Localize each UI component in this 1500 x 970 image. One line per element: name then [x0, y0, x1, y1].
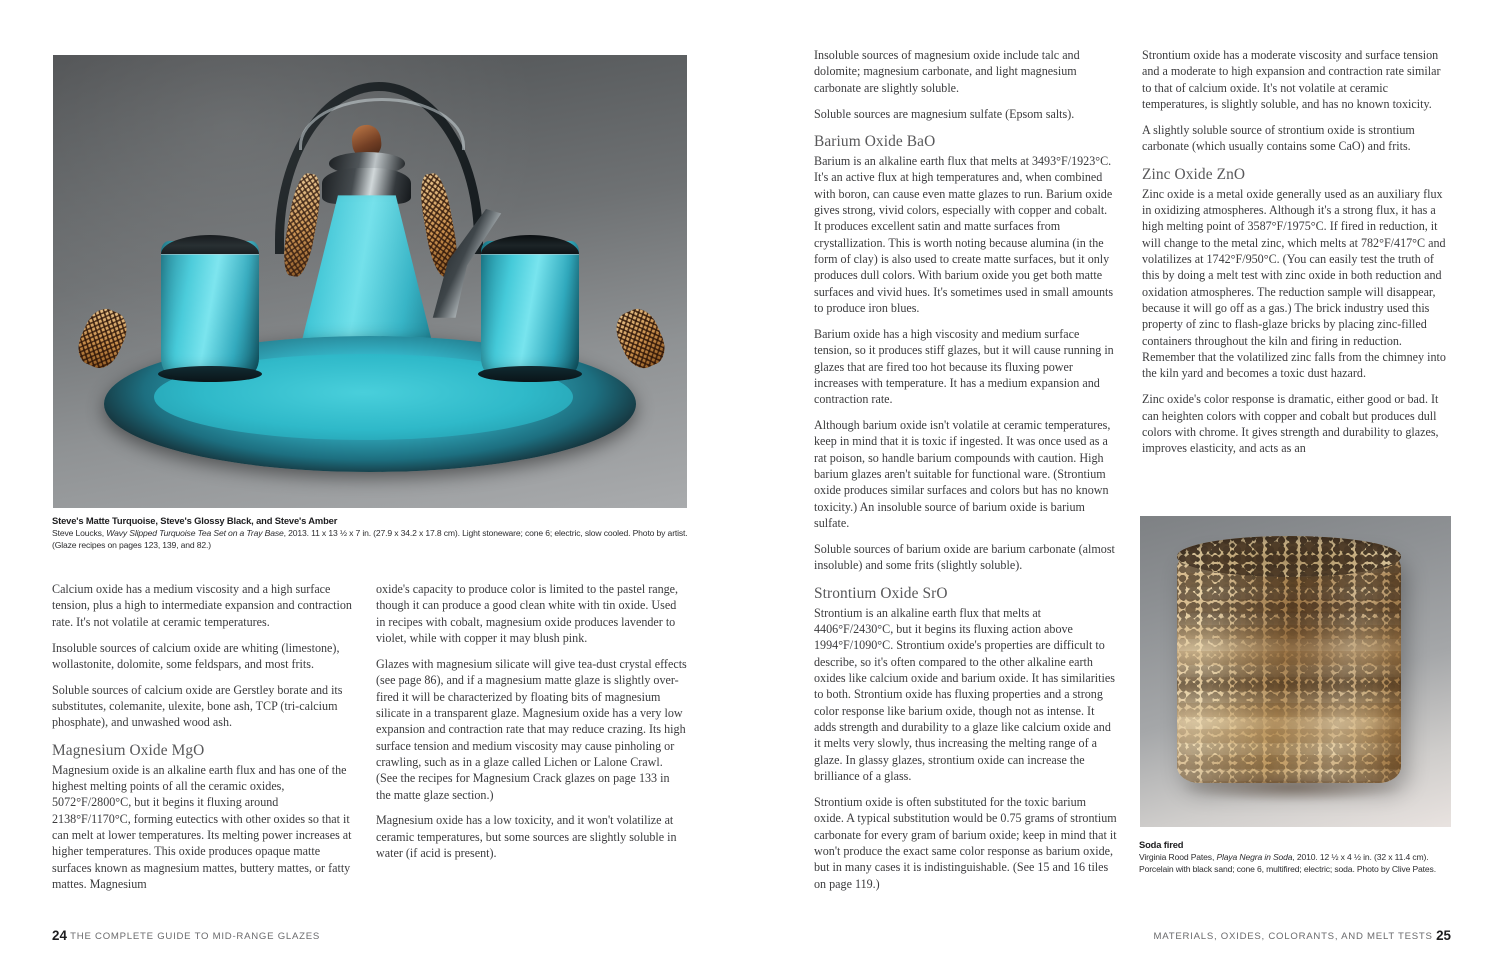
tea-set-illustration: [53, 55, 687, 508]
soda-vessel-illustration: [1140, 516, 1451, 827]
section-heading: Zinc Oxide ZnO: [1142, 165, 1246, 183]
body-paragraph: Strontium oxide has a moderate viscosity and surface tension and a moderate to high expansion and contraction rate similar to that of calcium oxide. It's not volatile at ceramic temperatures, is slightly soluble, and has no known toxicity.: [1142, 48, 1441, 112]
body-paragraph: Although barium oxide isn't volatile at ceramic temperatures, keep in mind that it is toxic if ingested. It was once used as a rat poison, so handle barium compounds with caution. High barium glazes aren't suitable for functional ware. (Strontium oxide produces similar surfaces and colors but has no known toxicity.) An insoluble source of barium oxide is barium sulfate.: [814, 418, 1111, 531]
body-paragraph: Barium oxide has a high viscosity and medium surface tension, so it produces stiff glazes, but it will cause running in glazes that are fired too hot because its fluxing power increases with temperature. It has a medium expansion and contraction rate.: [814, 326, 1114, 407]
body-paragraph: Magnesium oxide is an alkaline earth flux and has one of the highest melting points of all the ceramic oxides, 5072°F/2800°C, but it begins it fluxing around 2138°F/1170°C, forming eutectics with other oxides so that it can melt at lower temperatures. Its melting power increases at higher temperatures. This oxide produces opaque matte surfaces known as magnesium mattes, buttery mattes, or fatty mattes. Magnesium: [52, 762, 352, 892]
caption-title: Soda fired: [1139, 839, 1184, 850]
footer-left: [52, 928, 320, 943]
caption-details: , 2010. 12 ½ x 4 ½ in. (32 x 11.4 cm). Porcelain with black sand; cone 6, multifired; electric; soda. Photo by Clive Pates.: [1139, 852, 1436, 874]
body-paragraph: A slightly soluble source of strontium oxide is strontium carbonate (which usually contains some CaO) and frits.: [1142, 122, 1415, 154]
section-heading: Barium Oxide BaO: [814, 132, 936, 150]
body-paragraph: Strontium is an alkaline earth flux that melts at 4406°F/2430°C, but it begins its fluxing action above 1994°F/1090°C. Strontium oxide's properties are difficult to describe, so it's often compared to the other alkaline earth oxides like calcium oxide and barium oxide. It has similarities to both. Strontium oxide has fluxing properties and a strong color response like barium oxide, though not as intense. It adds strength and durability to a glaze like calcium oxide and it melts very slowly, thus increasing the melting range of a glaze. In glassy glazes, strontium oxide can increase the brilliance of a glass.: [814, 605, 1115, 784]
body-paragraph: Glazes with magnesium silicate will give tea-dust crystal effects (see page 86), and if a magnesium matte glaze is slightly over-fired it will be characterized by floating bits of magnesium silicate in a transparent glaze. Magnesium oxide has a very low expansion and contraction rate that may reduce crazing. Its high surface tension and medium viscosity may cause pinholing or crawling, such as in a glaze called Lichen or Lalone Crawl. (See the recipes for Magnesium Crack glazes on page 133 in the matte glaze section.): [376, 656, 687, 802]
left-page-column-2: [376, 581, 687, 871]
page-number-right: 25: [1436, 928, 1451, 943]
body-paragraph: Strontium oxide is often substituted for the toxic barium oxide. A typical substitution would be 0.75 grams of strontium carbonate for every gram of barium oxide; keep in mind that it won't produce the exact same color response as barium oxide, but in many cases it is indistinguishable. (See 15 and 16 tiles on page 119.): [814, 794, 1117, 891]
body-paragraph: Zinc oxide is a metal oxide generally used as an auxiliary flux in oxidizing atmospheres. Although it's a strong flux, it has a high melting point of 3587°F/1975°C. If fired in reduction, it will change to the metal zinc, which melts at 782°F/417°C and volatilizes at 1742°F/950°C. (You can easily test the truth of this by doing a melt test with zinc oxide in both reduction and oxidation atmospheres. The reduction sample will disappear, because it will go off as a gas.) The brick industry used this property of zinc to flash-glaze bricks by placing zinc-filled containers throughout the kiln and firing in reduction. Remember that the volatilized zinc falls from the chimney into the kiln yard and becomes a toxic dust hazard.: [1142, 186, 1446, 381]
section-heading: Strontium Oxide SrO: [814, 584, 948, 602]
figure-soda-fired-vessel-photo: [1140, 516, 1451, 827]
vessel-body: [1177, 547, 1401, 783]
caption-details: , 2013. 11 x 13 ½ x 7 in. (27.9 x 34.2 x 17.8 cm). Light stoneware; cone 6; electric, slow cooled. Photo by artist. (Glaze recipes on pages 123, 139, and 82.): [52, 528, 688, 550]
body-paragraph: Soluble sources are magnesium sulfate (Epsom salts).: [814, 106, 1075, 121]
page-number-left: 24: [52, 928, 67, 943]
caption-work-title: Wavy Slipped Turquoise Tea Set on a Tray Base: [106, 528, 284, 538]
body-paragraph: Insoluble sources of magnesium oxide include talc and dolomite; magnesium carbonate, and light magnesium carbonate are slightly soluble.: [814, 48, 1080, 95]
caption-title: Steve's Matte Turquoise, Steve's Glossy Black, and Steve's Amber: [52, 515, 338, 526]
body-paragraph: Calcium oxide has a medium viscosity and a high surface tension, plus a high to intermediate expansion and contraction rate. It's not volatile at ceramic temperatures.: [52, 582, 352, 629]
tray-texture-right: [610, 303, 672, 374]
caption-work-title: Playa Negra in Soda: [1216, 852, 1293, 862]
body-paragraph: Soluble sources of barium oxide are barium carbonate (almost insoluble) and some frits (slightly soluble).: [814, 541, 1115, 573]
caption-artist: Virginia Rood Pates,: [1139, 852, 1217, 862]
vessel-shadow: [1184, 774, 1402, 802]
caption-body: [52, 528, 692, 551]
tray-texture-left: [72, 303, 134, 374]
body-paragraph: Insoluble sources of calcium oxide are whiting (limestone), wollastonite, dolomite, some feldspars, and most frits.: [52, 640, 340, 671]
vessel-speckles: [1177, 547, 1401, 783]
caption-soda-fired: [1139, 838, 1457, 875]
footer-title-left: THE COMPLETE GUIDE TO MID-RANGE GLAZES: [70, 931, 321, 942]
body-paragraph: Zinc oxide's color response is dramatic, either good or bad. It can heighten colors with copper and cobalt but produces dull colors with chrome. It gives strength and durability to glazes, improves elasticity, and acts as an: [1142, 392, 1439, 456]
caption-artist: Steve Loucks,: [52, 528, 107, 538]
cup-right: [481, 241, 579, 377]
body-paragraph: Magnesium oxide has a low toxicity, and it won't volatilize at ceramic temperatures, but some sources are slightly soluble in water (if acid is present).: [376, 813, 677, 861]
vessel-rim-speckles: [1177, 536, 1401, 576]
left-page-column-1: [52, 581, 355, 902]
caption-tea-set: [52, 514, 692, 551]
body-paragraph: oxide's capacity to produce color is limited to the pastel range, though it can produce a good clean white with tin oxide. Used in recipes with cobalt, magnesium oxide produces lavender to violet, while with copper it may blush pink.: [376, 582, 679, 646]
caption-body: [1139, 852, 1457, 875]
right-page-column-1: [814, 47, 1117, 901]
footer-title-right: MATERIALS, OXIDES, COLORANTS, AND MELT TESTS: [1153, 931, 1433, 942]
body-paragraph: Barium is an alkaline earth flux that melts at 3493°F/1923°C. It's an active flux at high temperatures and, when combined with boron, can cause even matte glazes to run. Barium oxide gives strong, vivid colors, especially with copper and cobalt. It produces excellent satin and matte surfaces from crystallization. This is worth noting because alumina (in the form of clay) is also used to create matte surfaces, but it only produces dull colors. With barium oxide you get both matte surfaces and vivid hues. It's sometimes used in small amounts to produce iron blues.: [814, 153, 1114, 315]
section-heading: Magnesium Oxide MgO: [52, 741, 205, 759]
cup-left: [161, 241, 259, 377]
right-page-column-2: [1142, 47, 1450, 466]
body-paragraph: Soluble sources of calcium oxide are Gerstley borate and its substitutes, colemanite, ulexite, bone ash, TCP (tri-calcium phosphate), and unwashed wood ash.: [52, 682, 343, 730]
vessel-rim: [1177, 536, 1401, 576]
figure-tea-set-photo: [53, 55, 687, 508]
footer-right: [1154, 928, 1451, 943]
